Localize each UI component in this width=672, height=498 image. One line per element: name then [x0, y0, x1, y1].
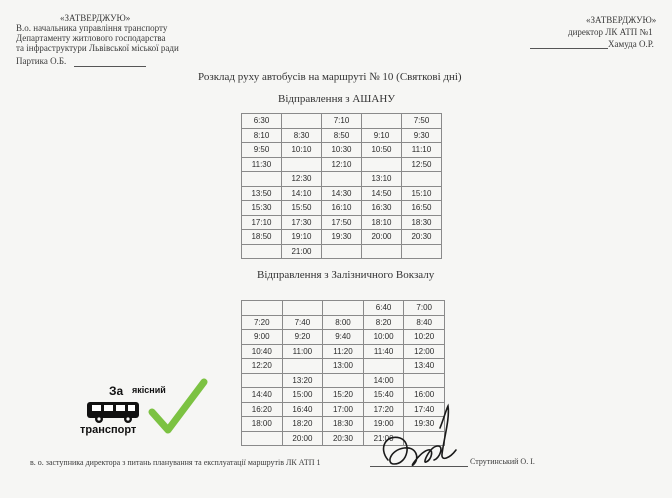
departure-time-cell: 16:30	[362, 201, 402, 216]
departure-time-cell: 20:30	[323, 431, 364, 446]
departure-time-cell: 11:20	[323, 344, 364, 359]
departure-time-cell: 8:40	[404, 315, 445, 330]
left-signer: Партика О.Б.	[16, 56, 67, 66]
departure-time-cell: 9:00	[242, 330, 283, 345]
departure-time-cell	[362, 114, 402, 129]
departure-time-cell: 6:30	[242, 114, 282, 129]
departure-time-cell: 15:00	[282, 388, 323, 403]
schedule-row	[242, 201, 442, 216]
departure-time-cell: 10:00	[363, 330, 404, 345]
departure-time-cell: 18:30	[402, 215, 442, 230]
departure-time-cell: 18:00	[242, 417, 283, 432]
departure-time-cell: 10:30	[322, 143, 362, 158]
logo	[78, 376, 208, 440]
schedule-table-ashan	[241, 113, 442, 259]
departure-time-cell	[322, 244, 362, 259]
departure-time-cell: 18:10	[362, 215, 402, 230]
schedule-row	[242, 244, 442, 259]
handwritten-signature	[368, 398, 468, 478]
section-1-heading: Відправлення з АШАНУ	[278, 93, 396, 105]
departure-time-cell: 7:00	[404, 301, 445, 316]
departure-time-cell: 12:50	[402, 157, 442, 172]
departure-time-cell: 13:40	[404, 359, 445, 374]
schedule-row	[242, 330, 445, 345]
departure-time-cell: 14:30	[322, 186, 362, 201]
logo-text-za: За	[109, 384, 124, 398]
departure-time-cell: 6:40	[363, 301, 404, 316]
departure-time-cell: 10:50	[362, 143, 402, 158]
check-icon	[148, 378, 208, 438]
departure-time-cell	[282, 359, 323, 374]
departure-time-cell	[363, 359, 404, 374]
departure-time-cell	[282, 301, 323, 316]
departure-time-cell: 12:20	[242, 359, 283, 374]
departure-time-cell	[362, 244, 402, 259]
departure-time-cell	[362, 157, 402, 172]
departure-time-cell: 19:30	[404, 417, 445, 432]
departure-time-cell: 10:10	[282, 143, 322, 158]
departure-time-cell: 10:40	[242, 344, 283, 359]
schedule-row	[242, 143, 442, 158]
right-signature-line	[530, 48, 608, 49]
logo-text-transport: транспорт	[80, 424, 137, 436]
departure-time-cell: 21:00	[363, 431, 404, 446]
departure-time-cell: 8:30	[282, 128, 322, 143]
right-approve-line-1: директор ЛК АТП №1	[568, 27, 653, 37]
departure-time-cell: 14:40	[242, 388, 283, 403]
left-approve-line-1: В.о. начальника управління транспорту	[16, 23, 168, 33]
departure-time-cell: 11:00	[282, 344, 323, 359]
footer-text: в. о. заступника директора з питань планування та експлуатації маршрутів ЛК АТП 1	[30, 458, 321, 467]
schedule-row	[242, 172, 442, 187]
departure-time-cell	[242, 172, 282, 187]
document-title: Розклад руху автобусів на маршруті № 10 (Святкові дні)	[198, 71, 462, 83]
departure-time-cell: 20:00	[282, 431, 323, 446]
departure-time-cell: 17:30	[282, 215, 322, 230]
schedule-row	[242, 128, 442, 143]
departure-time-cell	[282, 157, 322, 172]
departure-time-cell: 15:20	[323, 388, 364, 403]
departure-time-cell	[404, 373, 445, 388]
departure-time-cell: 17:50	[322, 215, 362, 230]
departure-time-cell: 8:20	[363, 315, 404, 330]
departure-time-cell	[322, 172, 362, 187]
departure-time-cell: 17:00	[323, 402, 364, 417]
departure-time-cell: 17:10	[242, 215, 282, 230]
departure-time-cell	[242, 373, 283, 388]
departure-time-cell: 8:10	[242, 128, 282, 143]
departure-time-cell	[402, 172, 442, 187]
departure-time-cell: 11:30	[242, 157, 282, 172]
right-signer: Хамуда О.Р.	[608, 39, 654, 49]
bus-icon	[84, 400, 142, 424]
departure-time-cell: 12:10	[322, 157, 362, 172]
departure-time-cell: 9:50	[242, 143, 282, 158]
departure-time-cell: 11:10	[402, 143, 442, 158]
schedule-row	[242, 344, 445, 359]
departure-time-cell: 12:30	[282, 172, 322, 187]
schedule-row	[242, 373, 445, 388]
departure-time-cell: 11:40	[363, 344, 404, 359]
schedule-row	[242, 230, 442, 245]
departure-time-cell: 9:20	[282, 330, 323, 345]
departure-time-cell: 15:30	[242, 201, 282, 216]
departure-time-cell	[242, 431, 283, 446]
departure-time-cell: 18:50	[242, 230, 282, 245]
departure-time-cell: 20:30	[402, 230, 442, 245]
left-signature-line	[74, 66, 146, 67]
departure-time-cell: 15:10	[402, 186, 442, 201]
departure-time-cell: 14:50	[362, 186, 402, 201]
schedule-row	[242, 315, 445, 330]
departure-time-cell: 18:30	[323, 417, 364, 432]
departure-time-cell: 9:30	[402, 128, 442, 143]
departure-time-cell: 18:20	[282, 417, 323, 432]
schedule-row	[242, 157, 442, 172]
departure-time-cell: 19:30	[322, 230, 362, 245]
departure-time-cell	[323, 373, 364, 388]
departure-time-cell: 12:00	[404, 344, 445, 359]
left-approve-line-3: та інфраструктури Львівської міської ради	[16, 43, 179, 53]
departure-time-cell: 16:50	[402, 201, 442, 216]
departure-time-cell: 8:00	[323, 315, 364, 330]
departure-time-cell: 7:10	[322, 114, 362, 129]
departure-time-cell: 8:50	[322, 128, 362, 143]
footer-signer: Струтинський О. І.	[470, 457, 535, 466]
departure-time-cell	[402, 244, 442, 259]
left-approve-line-2: Департаменту житлового господарства	[16, 33, 166, 43]
departure-time-cell: 20:00	[362, 230, 402, 245]
departure-time-cell: 16:10	[322, 201, 362, 216]
departure-time-cell: 19:00	[363, 417, 404, 432]
departure-time-cell: 7:50	[402, 114, 442, 129]
departure-time-cell: 13:50	[242, 186, 282, 201]
schedule-row	[242, 114, 442, 129]
schedule-row	[242, 186, 442, 201]
departure-time-cell: 15:40	[363, 388, 404, 403]
schedule-row	[242, 359, 445, 374]
section-2-heading: Відправлення з Залізничного Вокзалу	[257, 269, 435, 281]
departure-time-cell: 13:00	[323, 359, 364, 374]
departure-time-cell: 19:10	[282, 230, 322, 245]
departure-time-cell: 16:00	[404, 388, 445, 403]
departure-time-cell: 14:00	[363, 373, 404, 388]
departure-time-cell: 13:10	[362, 172, 402, 187]
logo-text-yakisnyi: якісний	[132, 385, 166, 395]
departure-time-cell: 16:40	[282, 402, 323, 417]
departure-time-cell: 7:20	[242, 315, 283, 330]
departure-time-cell	[242, 301, 283, 316]
departure-time-cell: 17:40	[404, 402, 445, 417]
schedule-row	[242, 215, 442, 230]
departure-time-cell	[282, 114, 322, 129]
left-approve: «ЗАТВЕРДЖУЮ»	[60, 13, 131, 23]
departure-time-cell: 9:10	[362, 128, 402, 143]
departure-time-cell: 9:40	[323, 330, 364, 345]
departure-time-cell: 13:20	[282, 373, 323, 388]
departure-time-cell: 7:40	[282, 315, 323, 330]
departure-time-cell	[242, 244, 282, 259]
departure-time-cell	[323, 301, 364, 316]
schedule-row	[242, 301, 445, 316]
departure-time-cell: 16:20	[242, 402, 283, 417]
departure-time-cell: 10:20	[404, 330, 445, 345]
departure-time-cell: 14:10	[282, 186, 322, 201]
departure-time-cell: 21:00	[282, 244, 322, 259]
departure-time-cell: 17:20	[363, 402, 404, 417]
right-approve: «ЗАТВЕРДЖУЮ»	[586, 15, 657, 25]
departure-time-cell: 15:50	[282, 201, 322, 216]
